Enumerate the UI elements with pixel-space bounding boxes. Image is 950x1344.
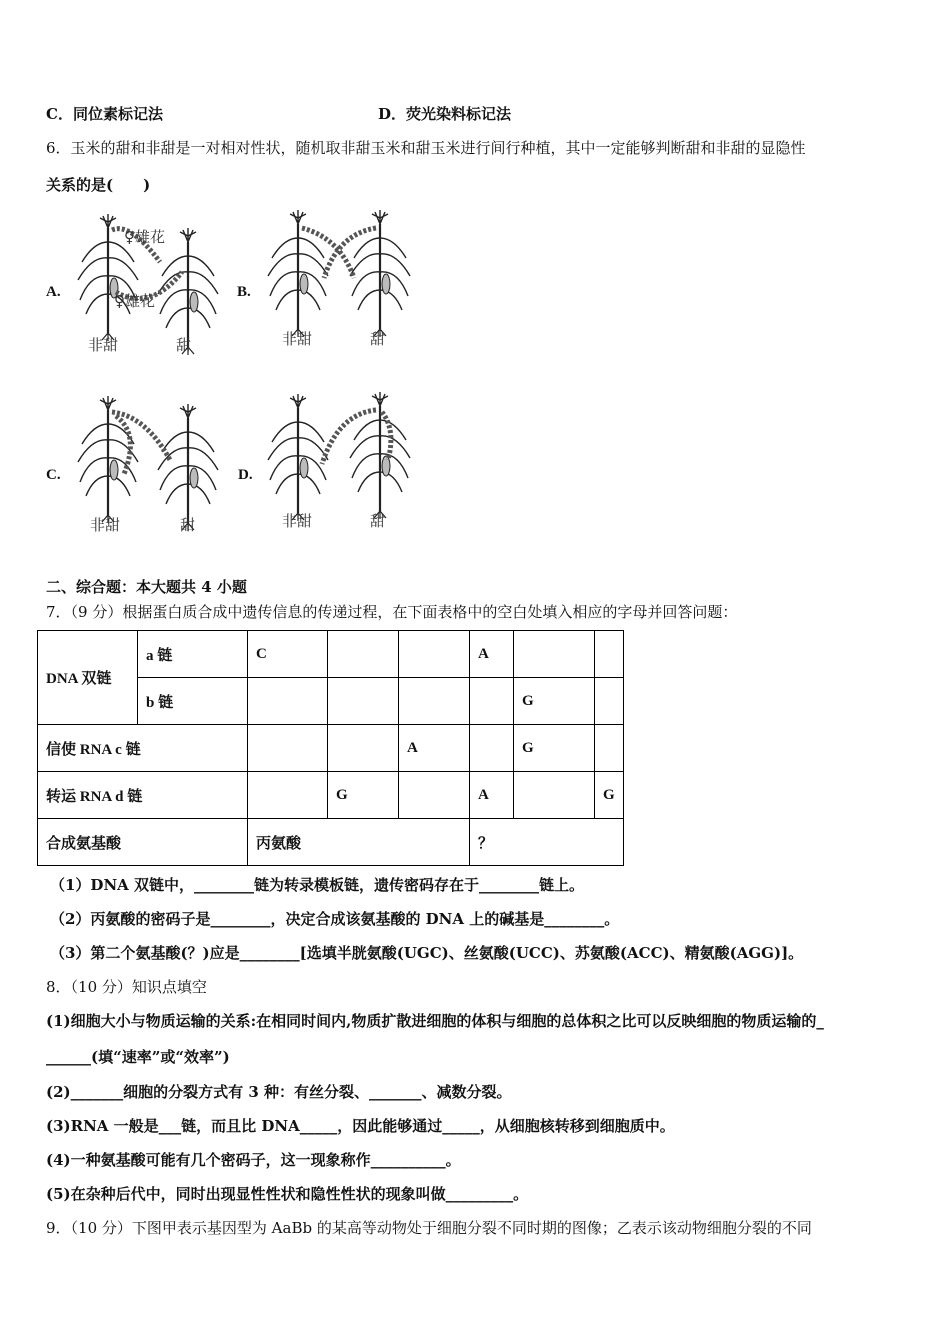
a-cell-5 (514, 631, 595, 678)
b-cell-1 (248, 678, 328, 725)
q8-p2: (2)_______细胞的分裂方式有 3 种：有丝分裂、_______、减数分裂。 (46, 1083, 512, 1101)
q6-d-right-plant-label: 甜 (370, 512, 386, 530)
q6-b-right-plant-label: 甜 (370, 330, 386, 348)
q8-p1b: ______(填“速率”或“效率”) (46, 1048, 230, 1066)
c-cell-2 (328, 725, 399, 772)
q8-p1a: (1)细胞大小与物质运输的关系:在相同时间内,物质扩散进细胞的体积与细胞的总体积之比可以反映细胞的物质运输的_ (46, 1012, 824, 1030)
trna-label-cell: 转运 RNA d 链 (38, 772, 248, 819)
c-cell-5: G (514, 725, 595, 772)
q5-option-c: C．同位素标记法 (46, 105, 163, 123)
c-cell-1 (248, 725, 328, 772)
a-cell-1: C (248, 631, 328, 678)
aa-cell-1: 丙氨酸 (248, 819, 470, 866)
table-row (38, 725, 624, 772)
q6-b-left-plant-label: 非甜 (282, 330, 313, 348)
a-cell-2 (328, 631, 399, 678)
q6-d-left-plant-label: 非甜 (282, 512, 313, 530)
q6-stem-line2: 关系的是( ) (46, 176, 151, 194)
dna-label-cell: DNA 双链 (38, 631, 138, 725)
q7-sub3: （3）第二个氨基酸(？)应是________[选填半胱氨酸(UGC)、丝氨酸(UCC)、苏氨酸(ACC)、精氨酸(AGG)]。 (50, 944, 804, 962)
b-cell-3 (399, 678, 470, 725)
table-row (38, 772, 624, 819)
q8-p5: (5)在杂种后代中，同时出现显性性状和隐性性状的现象叫做_________。 (46, 1185, 529, 1203)
q7-sub2: （2）丙氨酸的密码子是________，决定合成该氨基酸的 DNA 上的碱基是________。 (50, 910, 620, 928)
q6-a-right-plant-label: 甜 (176, 336, 192, 354)
b-cell-4 (470, 678, 514, 725)
aa-cell-2: ？ (470, 819, 624, 866)
q8-p4: (4)一种氨基酸可能有几个密码子，这一现象称作__________。 (46, 1151, 461, 1169)
q6-a-note-top: ♀雄花 (124, 228, 165, 246)
mrna-label-cell: 信使 RNA c 链 (38, 725, 248, 772)
q5-option-d: D．荧光染料标记法 (378, 105, 512, 123)
q6-c-right-plant-label: 甜 (180, 516, 196, 534)
a-cell-3 (399, 631, 470, 678)
b-chain-cell: b 链 (138, 678, 248, 725)
q6-option-b-label: B. (237, 284, 251, 300)
table-row (38, 631, 624, 678)
d-cell-5 (514, 772, 595, 819)
d-cell-2: G (328, 772, 399, 819)
d-cell-6: G (595, 772, 624, 819)
c-cell-6 (595, 725, 624, 772)
aa-label-cell: 合成氨基酸 (38, 819, 248, 866)
q6-option-d-label: D. (238, 467, 253, 483)
q6-figure-b (262, 208, 412, 356)
q6-c-left-plant-label: 非甜 (90, 516, 121, 534)
q6-a-note-bottom: ♀雄花 (114, 292, 155, 310)
d-cell-3 (399, 772, 470, 819)
a-cell-6 (595, 631, 624, 678)
b-cell-5: G (514, 678, 595, 725)
genetic-info-table (37, 630, 624, 866)
q9-stem: 9．（10 分）下图甲表示基因型为 AaBb 的某高等动物处于细胞分裂不同时期的图像；乙表示该动物细胞分裂的不同 (46, 1219, 812, 1237)
b-cell-6 (595, 678, 624, 725)
section2-heading: 二、综合题：本大题共 4 小题 (46, 578, 247, 596)
table-row (38, 819, 624, 866)
a-cell-4: A (470, 631, 514, 678)
q8-p3: (3)RNA 一般是___链，而且比 DNA_____，因此能够通过_____，从细胞核转移到细胞质中。 (46, 1117, 675, 1135)
q6-figure-d (262, 390, 412, 538)
c-cell-3: A (399, 725, 470, 772)
q6-stem-line1: 6．玉米的甜和非甜是一对相对性状，随机取非甜玉米和甜玉米进行间行种植，其中一定能够判断甜和非甜的显隐性 (46, 139, 806, 157)
d-cell-4: A (470, 772, 514, 819)
d-cell-1 (248, 772, 328, 819)
q7-sub1: （1）DNA 双链中，________链为转录模板链，遗传密码存在于________链上。 (50, 876, 585, 894)
q8-stem: 8．（10 分）知识点填空 (46, 978, 207, 996)
a-chain-cell: a 链 (138, 631, 248, 678)
c-cell-4 (470, 725, 514, 772)
q7-stem: 7．（9 分）根据蛋白质合成中遗传信息的传递过程，在下面表格中的空白处填入相应的字母并回答问题： (46, 603, 738, 621)
q6-figure-c (70, 394, 230, 542)
q6-option-c-label: C. (46, 467, 61, 483)
q6-option-a-label: A. (46, 284, 61, 300)
b-cell-2 (328, 678, 399, 725)
q6-a-left-plant-label: 非甜 (88, 336, 119, 354)
q6-figure-a (70, 212, 230, 362)
